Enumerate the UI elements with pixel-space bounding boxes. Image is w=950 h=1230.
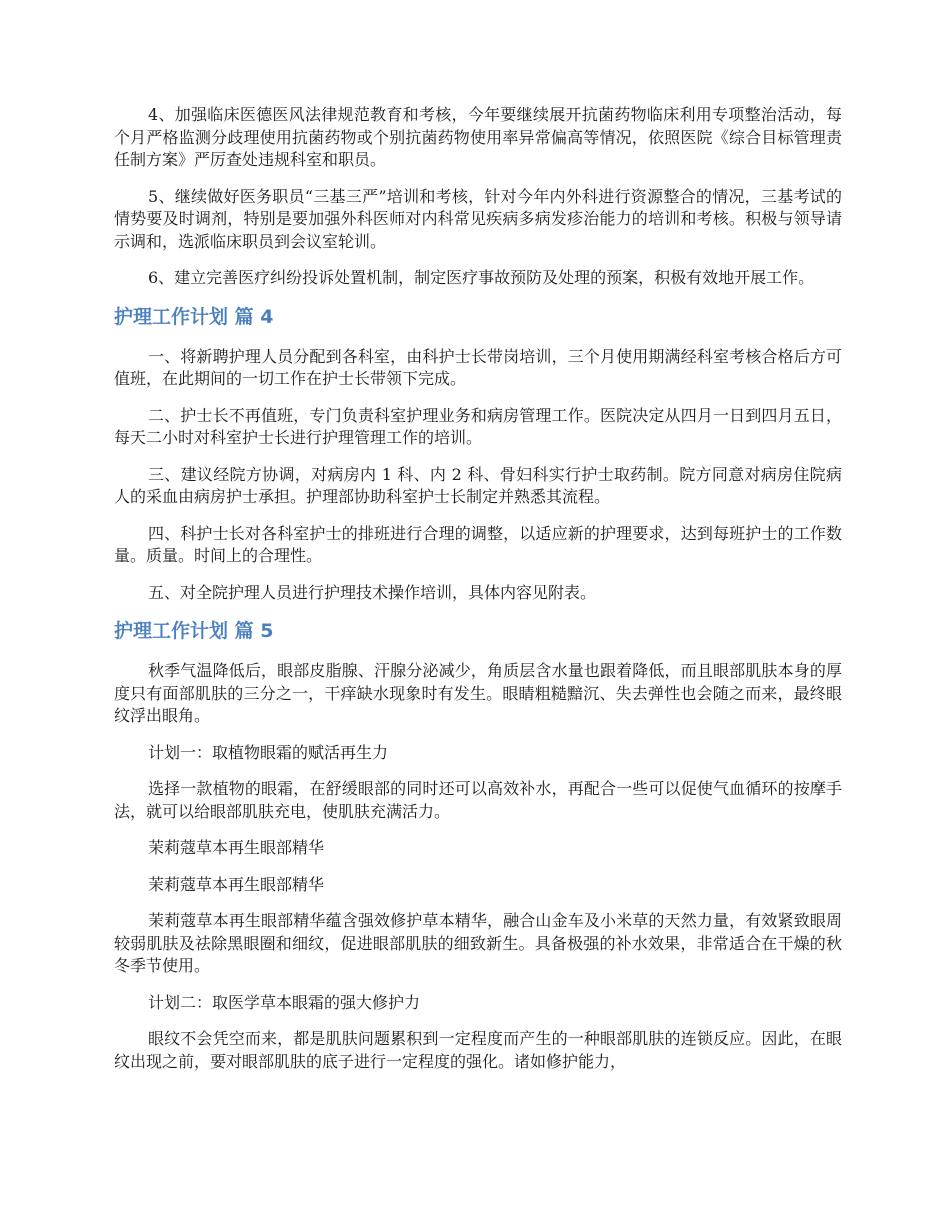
paragraph-item-4: 4、加强临床医德医风法律规范教育和考核，今年要继续展开抗菌药物临床利用专项整治活动，每个月严格监测分歧理使用抗菌药物或个别抗菌药物使用率异常偏高等情况，依照医院《综合目标管理责任制方案》严厉查处违规科室和职员。 — [114, 105, 842, 169]
paragraph-plan4-3: 三、建议经院方协调，对病房内 1 科、内 2 科、骨妇科实行护士取药制。院方同意对病房住院病人的采血由病房护士承担。护理部协助科室护士长制定并熟悉其流程。 — [114, 464, 842, 506]
paragraph-plan5-step2-body: 眼纹不会凭空而来，都是肌肤问题累积到一定程度而产生的一种眼部肌肤的连锁反应。因此，在眼纹出现之前，要对眼部肌肤的底子进行一定程度的强化。诸如修护能力， — [114, 1029, 842, 1071]
paragraph-plan5-step1-body: 选择一款植物的眼霜，在舒缓眼部的同时还可以高效补水，再配合一些可以促使气血循环的按摩手法，就可以给眼部肌肤充电，使肌肤充满活力。 — [114, 779, 842, 821]
paragraph-plan4-1: 一、将新聘护理人员分配到各科室，由科护士长带岗培训，三个月使用期满经科室考核合格后方可值班，在此期间的一切工作在护士长带领下完成。 — [114, 346, 842, 388]
paragraph-plan5-intro: 秋季气温降低后，眼部皮脂腺、汗腺分泌减少，角质层含水量也跟着降低，而且眼部肌肤本身的厚度只有面部肌肤的三分之一，干痒缺水现象时有发生。眼睛粗糙黯沉、失去弹性也会随之而来，最终眼纹浮出眼角。 — [114, 661, 842, 725]
section-heading-plan-4: 护理工作计划 篇 4 — [114, 305, 274, 328]
section-heading-plan-5: 护理工作计划 篇 5 — [114, 620, 274, 642]
paragraph-plan5-step2-title: 计划二：取医学草本眼霜的强大修护力 — [148, 992, 421, 1012]
paragraph-plan4-5: 五、对全院护理人员进行护理技术操作培训，具体内容见附表。 — [148, 582, 597, 602]
paragraph-item-5: 5、继续做好医务职员“三基三严”培训和考核，针对今年内外科进行资源整合的情况，三基考试的情势要及时调剂，特别是要加强外科医师对内科常见疾病多病发疹治能力的培训和考核。积极与领导请示调和，选派临床职员到会议室轮训。 — [114, 186, 842, 251]
paragraph-plan4-4: 四、科护士长对各科室护士的排班进行合理的调整，以适应新的护理要求，达到每班护士的工作数量。质量。时间上的合理性。 — [114, 523, 842, 565]
paragraph-product-description: 茉莉蔻草本再生眼部精华蕴含强效修护草本精华，融合山金车及小米草的天然力量，有效紧致眼周较弱肌肤及祛除黑眼圈和细纹，促进眼部肌肤的细致新生。具备极强的补水效果，非常适合在干燥的秋冬季节使用。 — [114, 911, 842, 975]
paragraph-plan4-2: 二、护士长不再值班，专门负责科室护理业务和病房管理工作。医院决定从四月一日到四月五日，每天二小时对科室护士长进行护理管理工作的培训。 — [114, 405, 842, 447]
document-body — [114, 104, 842, 1087]
paragraph-plan5-step1-title: 计划一：取植物眼霜的赋活再生力 — [148, 742, 389, 762]
paragraph-item-6: 6、建立完善医疗纠纷投诉处置机制，制定医疗事故预防及处理的预案，积极有效地开展工作。 — [148, 268, 815, 287]
paragraph-product-name-1: 茉莉蔻草本再生眼部精华 — [148, 838, 325, 857]
paragraph-product-name-2: 茉莉蔻草本再生眼部精华 — [148, 874, 325, 894]
